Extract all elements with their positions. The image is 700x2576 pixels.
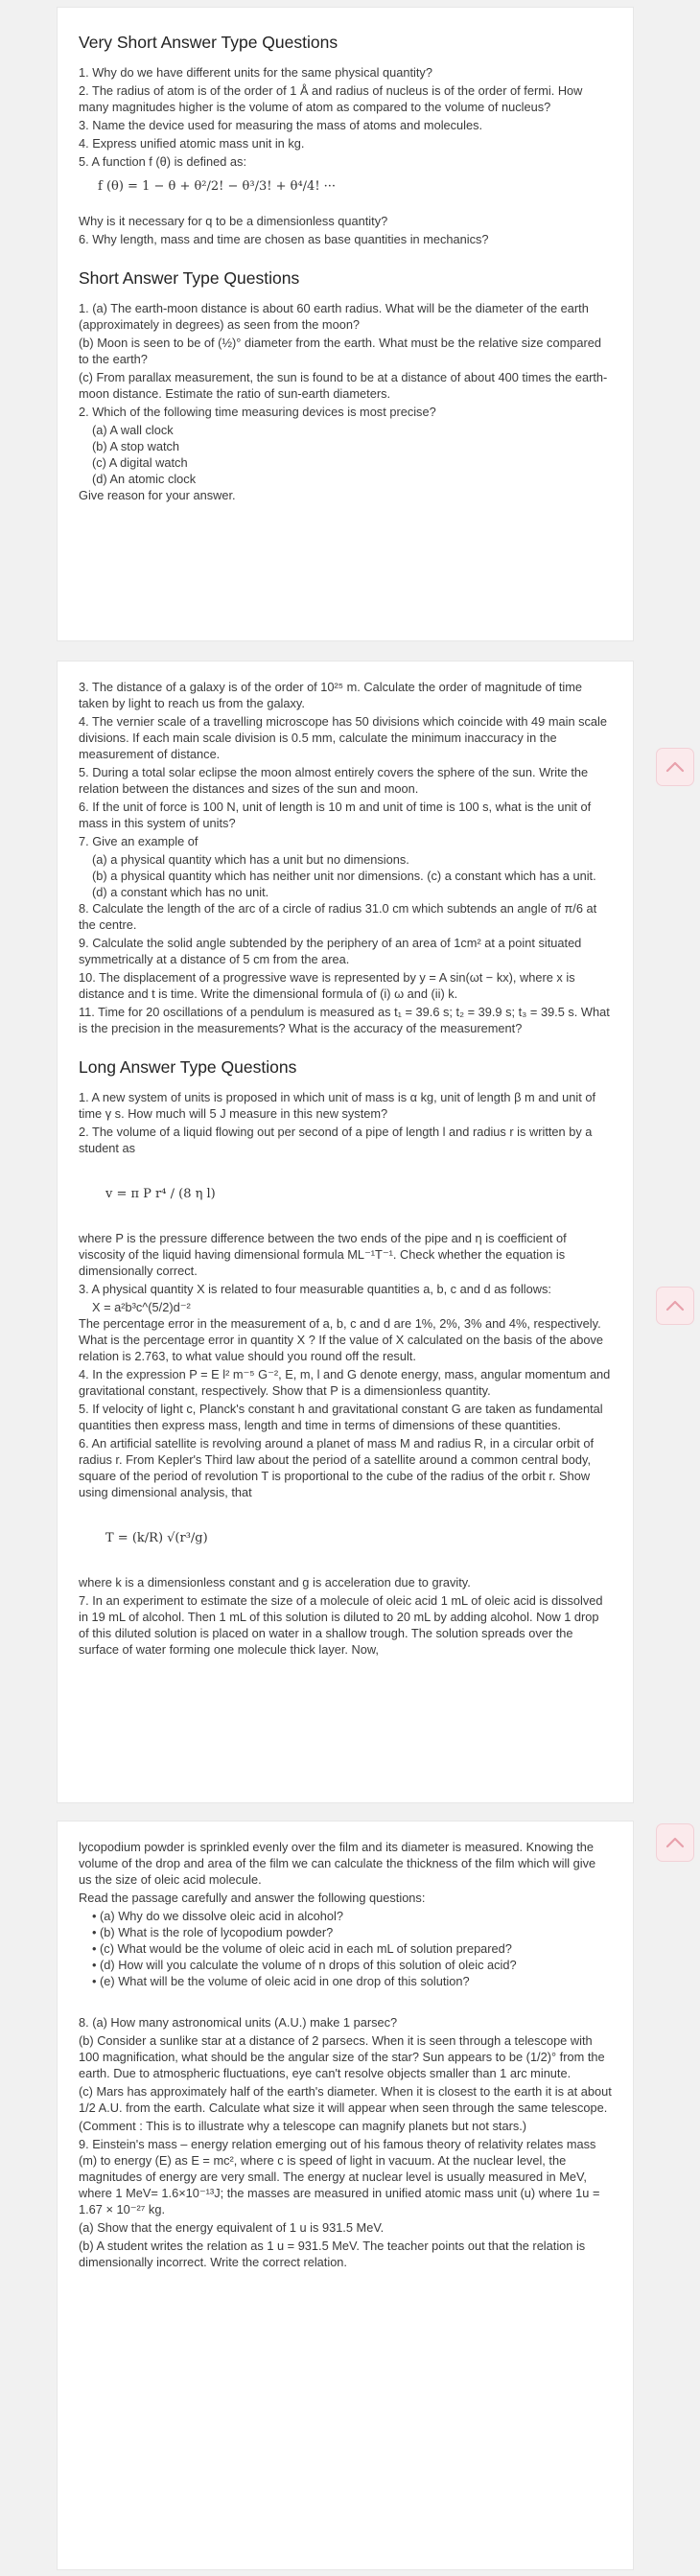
question-vs-3: 3. Name the device used for measuring the mass of atoms and molecules. xyxy=(79,118,483,132)
question-s-5: 5. During a total solar eclipse the moon almost entirely covers the sphere of the sun. Write the relation between the distances and sizes of the sun and moon. xyxy=(79,765,589,796)
question-l-8b: (b) Consider a sunlike star at a distance of 2 parsecs. When it is seen through a telescope with 100 magnification, what should be the angular size of the star? Sun appears to be (1/2)° from the earth. Due to atmospheric fluctuations, eye can't resolve objects smaller than 1 arc minute. xyxy=(79,2033,605,2080)
question-vs-6: 6. Why length, mass and time are chosen as base quantities in mechanics? xyxy=(79,232,489,246)
option-l-7e: • (e) What will be the volume of oleic acid in one drop of this solution? xyxy=(92,1974,470,1988)
question-l-9: 9. Einstein's mass – energy relation emerging out of his famous theory of relativity relates mass (m) to energy (E) as E = mc², where c is speed of light in vacuum. At the nuclear level, the magnitudes of energy are very small. The energy at nuclear level is usually measured in MeV, where 1 MeV= 1.6×10⁻¹³J; the masses are measured in unified atomic mass unit (u) where 1u = 1.67 × 10⁻²⁷ kg. xyxy=(79,2137,600,2216)
question-s-8: 8. Calculate the length of the arc of a circle of radius 31.0 cm which subtends an angle of π/6 at the centre. xyxy=(79,901,597,932)
question-l-5: 5. If velocity of light c, Planck's constant h and gravitational constant G are taken as fundamental quantities then express mass, length and time in terms of dimensions of these quantities. xyxy=(79,1402,603,1432)
formula-l-2: v = π P r⁴ / (8 η l) xyxy=(105,1187,216,1201)
option-s-2c: (c) A digital watch xyxy=(92,455,188,470)
question-l-2-after: where P is the pressure difference between the two ends of the pipe and η is coefficient of viscosity of the liquid having dimensional formula ML⁻¹T⁻¹. Check whether the equation is dimensionally correct. xyxy=(79,1231,567,1278)
question-s-1a: 1. (a) The earth-moon distance is about 60 earth radius. What will be the diameter of the earth (approximately in degrees) as seen from the moon? xyxy=(79,301,589,332)
page-card-2 xyxy=(58,661,633,1802)
question-l-3: 3. A physical quantity X is related to four measurable quantities a, b, c and d as follows: xyxy=(79,1282,551,1296)
option-l-7b: • (b) What is the role of lycopodium powder? xyxy=(92,1925,334,1939)
question-l-8-comment: (Comment : This is to illustrate why a telescope can magnify planets but not stars.) xyxy=(79,2119,527,2133)
section-title-long: Long Answer Type Questions xyxy=(79,1057,297,1077)
question-s-9: 9. Calculate the solid angle subtended by the periphery of an area of 1cm² at a point situated symmetrically at a distance of 5 cm from the area. xyxy=(79,936,582,966)
question-l-1: 1. A new system of units is proposed in which unit of mass is α kg, unit of length β m and unit of time γ s. How much will 5 J measure in this new system? xyxy=(79,1090,595,1121)
question-s-2-give: Give reason for your answer. xyxy=(79,488,236,502)
option-s-2d: (d) An atomic clock xyxy=(92,472,197,486)
formula-l-6: T = (k/R) √(r³/g) xyxy=(105,1531,208,1545)
chevron-up-icon xyxy=(665,1837,685,1848)
question-l-9b: (b) A student writes the relation as 1 u = 931.5 MeV. The teacher points out that the relation is dimensionally incorrect. Write the correct relation. xyxy=(79,2239,586,2269)
option-s-2b: (b) A stop watch xyxy=(92,439,180,453)
question-s-11: 11. Time for 20 oscillations of a pendulum is measured as t₁ = 39.6 s; t₂ = 39.9 s; t₃ = 39.5 s. What is the precision in the measurements? What is the accuracy of the measurement? xyxy=(79,1005,610,1035)
question-s-7: 7. Give an example of xyxy=(79,834,198,848)
section-title-short: Short Answer Type Questions xyxy=(79,268,300,288)
option-s-7a: (a) a physical quantity which has a unit but no dimensions. xyxy=(92,852,409,867)
option-l-7d: • (d) How will you calculate the volume of n drops of this solution of oleic acid? xyxy=(92,1958,517,1972)
question-s-6: 6. If the unit of force is 100 N, unit of length is 10 m and unit of time is 100 s, what is the unit of mass in this system of units? xyxy=(79,800,592,830)
question-l-4: 4. In the expression P = E l² m⁻⁵ G⁻², E, m, l and G denote energy, mass, angular momentum and gravitational constant, respectively. Show that P is a dimensionless quantity. xyxy=(79,1367,611,1398)
chevron-up-icon xyxy=(665,761,685,773)
question-s-4: 4. The vernier scale of a travelling microscope has 50 divisions which coincide with 49 main scale divisions. If each main scale division is 0.5 mm, calculate the minimum inaccuracy in the measurement of distance. xyxy=(79,714,608,761)
question-l-2: 2. The volume of a liquid flowing out per second of a pipe of length l and radius r is written by a student as xyxy=(79,1125,593,1155)
option-s-7b: (b) a physical quantity which has neither unit nor dimensions. (c) a constant which has a unit. xyxy=(92,869,596,883)
question-s-2: 2. Which of the following time measuring devices is most precise? xyxy=(79,405,436,419)
option-l-7c: • (c) What would be the volume of oleic acid in each mL of solution prepared? xyxy=(92,1941,512,1956)
chevron-up-icon xyxy=(665,1300,685,1311)
question-l-3-after: The percentage error in the measurement of a, b, c and d are 1%, 2%, 3% and 4%, respectively. What is the percentage error in quantity X ? If the value of X calculated on the basis of the above relation is 2.763, to what value should you round off the result. xyxy=(79,1316,604,1363)
formula-vs-5: f (θ) = 1 − θ + θ²/2! − θ³/3! + θ⁴/4! ··· xyxy=(98,179,337,194)
page-card-3 xyxy=(58,1822,633,2569)
scroll-up-button[interactable] xyxy=(656,1287,694,1325)
option-s-7d: (d) a constant which has no unit. xyxy=(92,885,269,899)
question-s-1b: (b) Moon is seen to be of (½)° diameter from the earth. What must be the relative size compared to the earth? xyxy=(79,336,601,366)
question-l-8: 8. (a) How many astronomical units (A.U.) make 1 parsec? xyxy=(79,2015,398,2030)
question-vs-5: 5. A function f (θ) is defined as: xyxy=(79,154,246,169)
question-l-7: 7. In an experiment to estimate the size of a molecule of oleic acid 1 mL of oleic acid is dissolved in 19 mL of alcohol. Then 1 mL of this solution is diluted to 20 mL by adding alcohol. Now 1 drop of this diluted solution is placed on water in a shallow trough. The solution spreads over the surface of water forming one molecule thick layer. Now, xyxy=(79,1593,603,1657)
page-card-1 xyxy=(58,8,633,640)
question-vs-2: 2. The radius of atom is of the order of 1 Å and radius of nucleus is of the order of fermi. How many magnitudes higher is the volume of atom as compared to the volume of nucleus? xyxy=(79,83,583,114)
question-l-6-after: where k is a dimensionless constant and g is acceleration due to gravity. xyxy=(79,1575,471,1590)
question-l-8c: (c) Mars has approximately half of the earth's diameter. When it is closest to the earth it is at about 1/2 A.U. from the earth. Calculate what size it will appear when seen through the same telescope. xyxy=(79,2084,612,2115)
option-l-7a: • (a) Why do we dissolve oleic acid in alcohol? xyxy=(92,1909,343,1923)
scroll-up-button[interactable] xyxy=(656,748,694,786)
question-s-1c: (c) From parallax measurement, the sun is found to be at a distance of about 400 times the earth-moon distance. Estimate the ratio of sun-earth diameters. xyxy=(79,370,608,401)
question-vs-4: 4. Express unified atomic mass unit in kg. xyxy=(79,136,305,151)
question-vs-5-after: Why is it necessary for q to be a dimensionless quantity? xyxy=(79,214,388,228)
question-vs-1: 1. Why do we have different units for the same physical quantity? xyxy=(79,65,432,80)
question-s-3: 3. The distance of a galaxy is of the order of 10²⁵ m. Calculate the order of magnitude of time taken by light to reach us from the galaxy. xyxy=(79,680,583,710)
option-s-2a: (a) A wall clock xyxy=(92,423,174,437)
question-s-10: 10. The displacement of a progressive wave is represented by y = A sin(ωt − kx), where x is distance and t is time. Write the dimensional formula of (i) ω and (ii) k. xyxy=(79,970,575,1001)
question-l-9a: (a) Show that the energy equivalent of 1 u is 931.5 MeV. xyxy=(79,2220,385,2235)
formula-l-3: X = a²b³c^(5/2)d⁻² xyxy=(92,1300,191,1314)
section-title-very-short: Very Short Answer Type Questions xyxy=(79,33,338,52)
scroll-up-button[interactable] xyxy=(656,1823,694,1862)
question-l-6: 6. An artificial satellite is revolving around a planet of mass M and radius R, in a circular orbit of radius r. From Kepler's Third law about the period of a satellite around a common central body, square of the period of revolution T is proportional to the cube of the radius of the orbit r. Show using dimensional analysis, that xyxy=(79,1436,595,1499)
question-l-7-read: Read the passage carefully and answer the following questions: xyxy=(79,1891,426,1905)
question-l-7-cont: lycopodium powder is sprinkled evenly over the film and its diameter is measured. Knowing the volume of the drop and area of the film we can calculate the thickness of the film which will give us the size of oleic acid molecule. xyxy=(79,1840,596,1887)
